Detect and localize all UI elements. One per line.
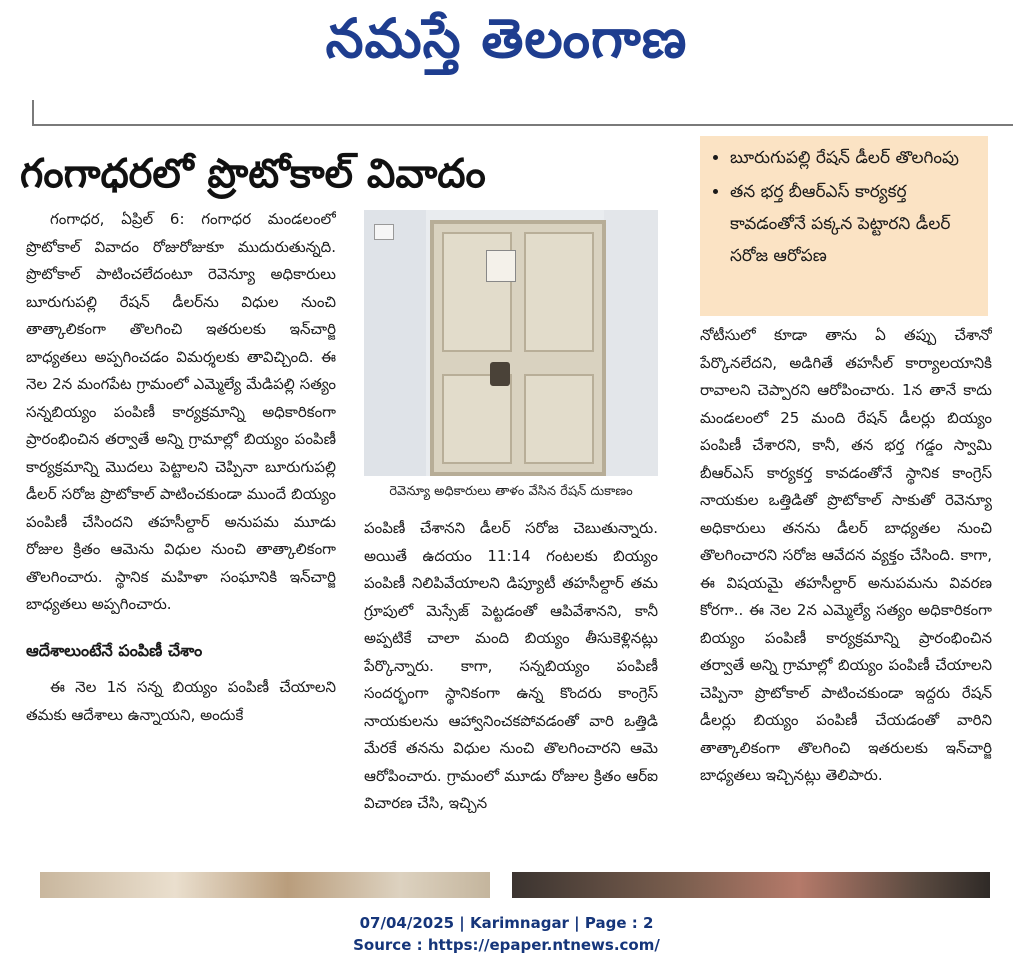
highlight-item: • తన భర్త బీఆర్ఎస్ కార్యకర్త కావడంతోనే పక్కన పెట్టారని డీలర్ సరోజ ఆరోపణ: [730, 176, 980, 272]
masthead-title: నమస్తే తెలంగాణ: [325, 6, 688, 70]
article-headline: గంగాధరలో ప్రొటోకాల్ వివాదం: [20, 151, 486, 197]
adjacent-article-strip: [0, 872, 1013, 898]
masthead: [0, 0, 1013, 78]
switch-board-icon: [374, 224, 394, 240]
body-paragraph: గంగాధర, ఏప్రిల్ 6: గంగాధర మండలంలో ప్రొటోకాల్ వివాదం రోజురోజుకూ ముదురుతున్నది. ప్రొటోకాల్ పాటించలేదంటూ రెవెన్యూ అధికారులు బూరుగుపల్లి రేషన్ డీలర్‌ను విధుల నుంచి తాత్కాలికంగా తొలగించి ఇతరులకు ఇన్‌చార్జి బాధ్యతలు అప్పగించడం విమర్శలకు తావిచ్చింది. ఈ నెల 2న మంగపేట గ్రామంలో ఎమ్మెల్యే మేడిపల్లి సత్యం సన్నబియ్యం పంపిణీ కార్యక్రమాన్ని అధికారికంగా ప్రారంభించిన తర్వాతే అన్ని గ్రామాల్లో బియ్యం పంపిణీ కార్యక్రమాన్ని మొదలు పెట్టాలని చెప్పినా బూరుగుపల్లి డీలర్ సరోజ ప్రొటోకాల్ పాటించకుండా ముందే బియ్యం పంపిణీ చేసిందని తహసీల్దార్ అనుపమ మూడు రోజుల క్రితం ఆమెను విధుల నుంచి తాత్కాలికంగా తొలగించారు. స్థానిక మహిళా సంఘానికి ఇన్‌చార్జి బాధ్యతలు అప్పగించారు.: [26, 210, 336, 613]
photo-caption: రెవెన్యూ అధికారులు తాళం వేసిన రేషన్ దుకాణం: [389, 484, 633, 499]
door-icon: [430, 220, 606, 476]
padlock-icon: [490, 362, 510, 386]
article-column-2: [364, 515, 658, 850]
subheading: ఆదేశాలుంటేనే పంపిణీ చేశాం: [26, 640, 203, 660]
notice-paper-icon: [486, 250, 516, 282]
adjacent-photo-right: [512, 872, 990, 898]
highlights-list: [708, 142, 980, 272]
article-photo: [364, 210, 658, 510]
article-column-1: [26, 206, 336, 846]
source-link[interactable]: Source : https://epaper.ntnews.com/: [353, 936, 660, 954]
edition-info: 07/04/2025 | Karimnagar | Page : 2: [359, 914, 654, 932]
page-frame: [32, 100, 1013, 126]
body-paragraph: పంపిణీ చేశానని డీలర్ సరోజ చెబుతున్నారు. అయితే ఉదయం 11:14 గంటలకు బియ్యం పంపిణీ నిలిపివేయాలని డిప్యూటీ తహసీల్దార్ తమ గ్రూపులో మెస్సేజ్ పెట్టడంతో ఆపివేశానని, కానీ అప్పటికే చాలా మంది బియ్యం తీసుకెళ్లినట్లు పేర్కొన్నారు. కాగా, సన్నబియ్యం పంపిణీ సందర్భంగా స్థానికంగా ఉన్న కొందరు కాంగ్రెస్ నాయకులను ఆహ్వానించకపోవడంతో వారి ఒత్తిడి మేరకే తనను విధుల నుంచి తొలగించారని ఆమె ఆరోపించారు. గ్రామంలో మూడు రోజుల క్రితం ఆర్ఐ విచారణ చేసి, ఇచ్చిన: [364, 519, 658, 812]
highlight-item: • బూరుగుపల్లి రేషన్ డీలర్ తొలగింపు: [730, 142, 980, 174]
body-paragraph: నోటీసులో కూడా తాను ఏ తప్పు చేశానో పేర్కొనలేదని, అడిగితే తహసీల్ కార్యాలయానికి రావాలని చెప్పారని ఆరోపించారు. 1న తానే కాదు మండలంలో 25 మంది రేషన్ డీలర్లు బియ్యం పంపిణీ చేశారని, కానీ, తన భర్త గడ్డం స్వామి బీఆర్ఎస్ కార్యకర్త కావడంతోనే స్థానిక కాంగ్రెస్ నాయకుల ఒత్తిడితో ప్రొటోకాల్ సాకుతో రెవెన్యూ అధికారులు తనను డీలర్ బాధ్యతల నుంచి తొలగించారని సరోజ ఆవేదన వ్యక్తం చేసింది. కాగా, ఈ విషయమై తహసీల్దార్ అనుపమను వివరణ కోరగా.. ఈ నెల 2న ఎమ్మెల్యే సత్యం అధికారికంగా బియ్యం పంపిణీ కార్యక్రమాన్ని ప్రారంభించిన తర్వాతే అన్ని గ్రామాల్లో బియ్యం పంపిణీ చేయాలని చెప్పినా ప్రొటోకాల్ పాటించకుండా ఇద్దరు రేషన్ డీలర్లు బియ్యం పంపిణీ చేయడంతో వారిని తాత్కాలికంగా తొలగించి ఇతరులకు ఇన్‌చార్జి బాధ్యతలు ఇచ్చినట్లు తెలిపారు.: [700, 326, 992, 784]
page-footer: [0, 912, 1013, 964]
article-column-3: [700, 322, 992, 852]
ration-shop-door-image: [364, 210, 658, 476]
adjacent-photo-left: [40, 872, 490, 898]
body-paragraph: ఈ నెల 1న సన్న బియ్యం పంపిణీ చేయాలని తమకు ఆదేశాలు ఉన్నాయని, అందుకే: [26, 678, 336, 724]
highlights-box: [700, 136, 988, 316]
